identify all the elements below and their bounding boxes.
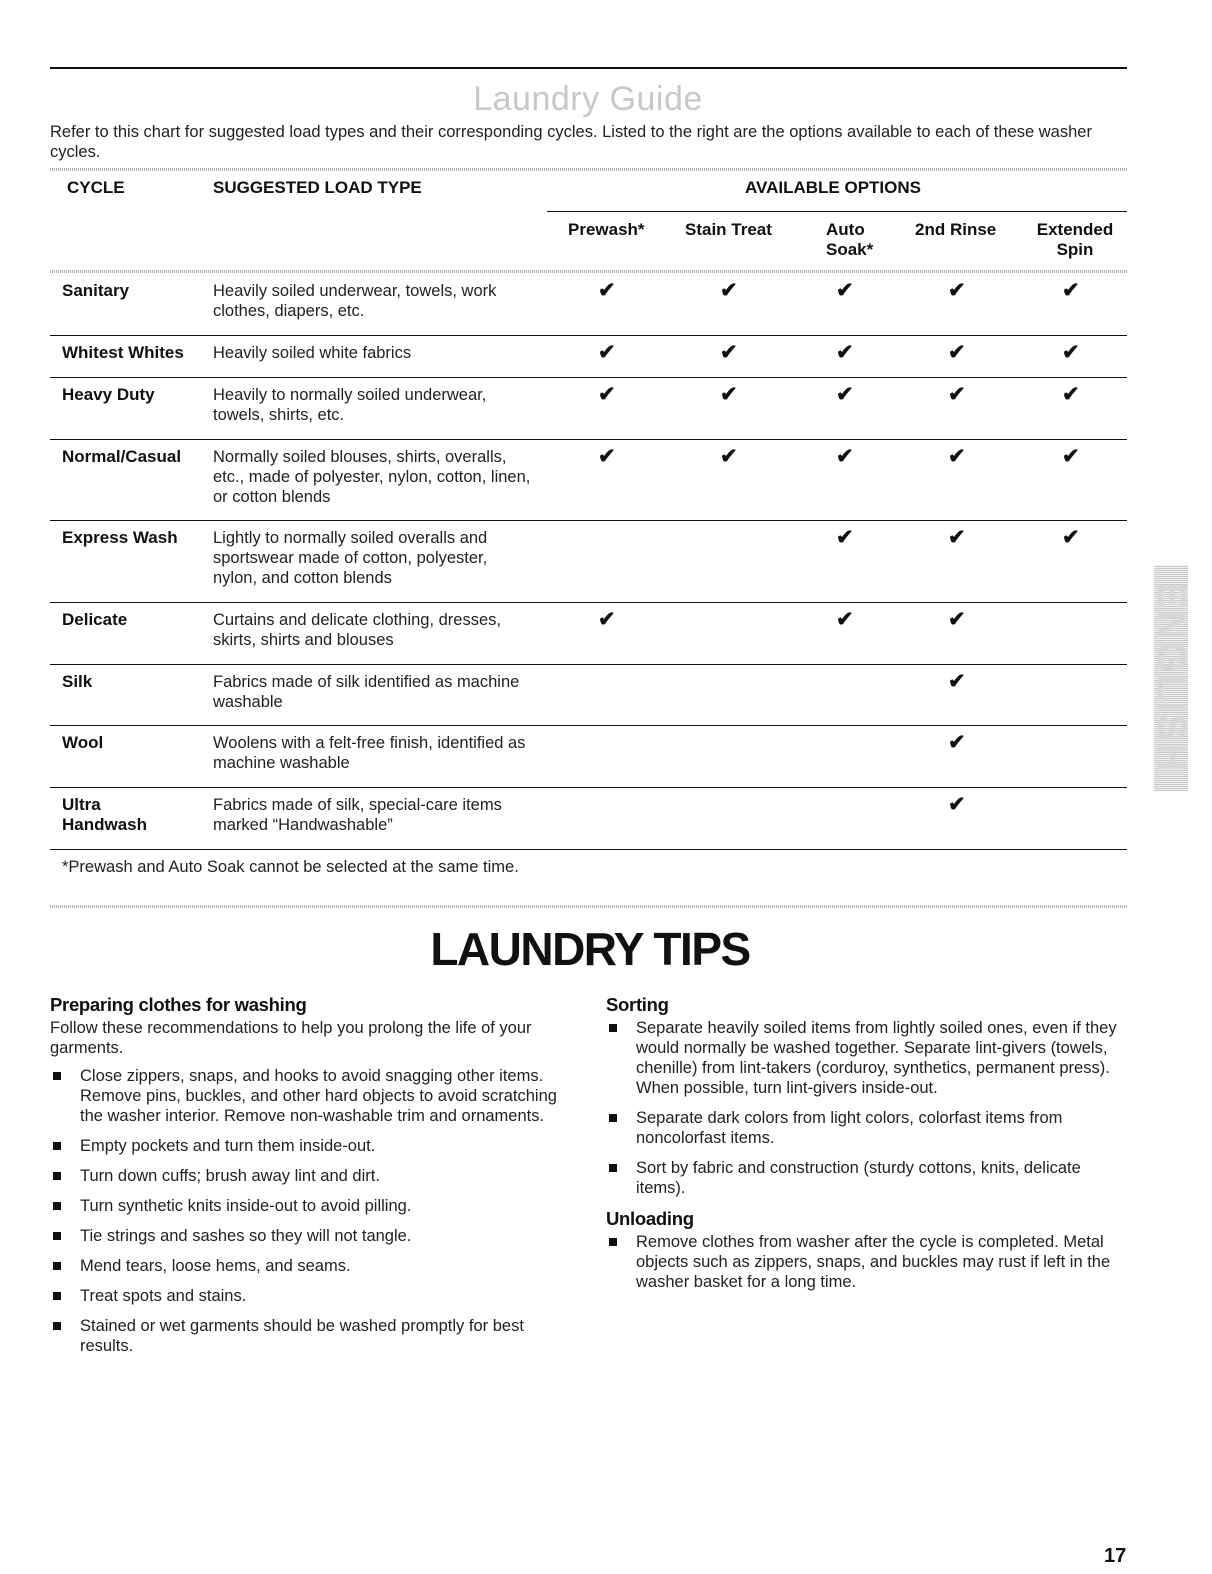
list-item xyxy=(606,1158,1126,1198)
laundry-guide-title: Laundry Guide xyxy=(473,80,703,118)
bullet-square-icon xyxy=(609,1238,617,1246)
check-mark-icon: ✔ xyxy=(836,608,854,631)
list-item-text: Mend tears, loose hems, and seams. xyxy=(80,1257,351,1275)
load-type: Heavily soiled white fabrics xyxy=(213,344,412,362)
page-number: 17 xyxy=(1104,1545,1127,1567)
check-mark-icon: ✔ xyxy=(1062,526,1080,549)
list-item xyxy=(50,1316,570,1356)
check-mark-icon: ✔ xyxy=(598,445,616,468)
row-divider xyxy=(50,377,1127,378)
list-item xyxy=(50,1136,570,1156)
bullet-square-icon xyxy=(53,1142,61,1150)
list-item-text: Sort by fabric and construction (sturdy cottons, knits, delicate items). xyxy=(636,1159,1081,1197)
load-type: Woolens with a felt-free finish, identified as machine washable xyxy=(213,734,526,772)
header-auto-soak-line2: Soak* xyxy=(826,240,874,259)
load-type: Heavily to normally soiled underwear, towels, shirts, etc. xyxy=(213,386,487,424)
cycle-name: Whitest Whites xyxy=(62,343,184,362)
cycle-name: Heavy Duty xyxy=(62,385,155,404)
dotted-divider xyxy=(50,270,1127,273)
cycle-name: Normal/Casual xyxy=(62,447,182,466)
check-mark-icon: ✔ xyxy=(720,445,738,468)
row-divider xyxy=(50,602,1127,603)
check-mark-icon: ✔ xyxy=(720,383,738,406)
check-mark-icon: ✔ xyxy=(948,526,966,549)
bullet-square-icon xyxy=(53,1072,61,1080)
guide-intro: Refer to this chart for suggested load types and their corresponding cycles. Listed to the right are the options available to each of these washer cycles. xyxy=(50,123,1092,161)
header-extended-spin-line2: Spin xyxy=(1056,240,1094,259)
options-header-rule xyxy=(547,211,1127,212)
list-item-text: Empty pockets and turn them inside-out. xyxy=(80,1137,376,1155)
load-type: Fabrics made of silk, special-care items marked “Handwashable” xyxy=(213,796,502,834)
list-item xyxy=(50,1066,570,1126)
footnote: *Prewash and Auto Soak cannot be selected at the same time. xyxy=(62,858,519,876)
list-item-text: Tie strings and sashes so they will not tangle. xyxy=(80,1227,412,1245)
preparing-intro: Follow these recommendations to help you prolong the life of your garments. xyxy=(50,1019,532,1057)
list-item xyxy=(50,1166,570,1186)
row-divider xyxy=(50,439,1127,440)
bullet-square-icon xyxy=(609,1024,617,1032)
dotted-divider xyxy=(50,168,1127,171)
check-mark-icon: ✔ xyxy=(1062,279,1080,302)
bullet-square-icon xyxy=(53,1202,61,1210)
list-item xyxy=(606,1232,1126,1292)
cycle-name: Sanitary xyxy=(62,281,130,300)
list-item xyxy=(606,1018,1126,1098)
bullet-square-icon xyxy=(53,1292,61,1300)
header-stain-treat: Stain Treat xyxy=(685,220,772,239)
load-type: Heavily soiled underwear, towels, work clothes, diapers, etc. xyxy=(213,282,497,320)
check-mark-icon: ✔ xyxy=(598,279,616,302)
check-mark-icon: ✔ xyxy=(1062,383,1080,406)
list-item-text: Separate dark colors from light colors, colorfast items from noncolorfast items. xyxy=(636,1109,1063,1147)
list-item-text: Separate heavily soiled items from lightly soiled ones, even if they would normally be washed together. Separate lint-givers (towels, chenille) from lint-takers (corduroy, synthetics, permanent press). When possible, turn lint-givers inside-out. xyxy=(636,1019,1117,1097)
cycle-name: Silk xyxy=(62,672,93,691)
check-mark-icon: ✔ xyxy=(948,608,966,631)
list-item xyxy=(606,1108,1126,1148)
list-item xyxy=(50,1286,570,1306)
check-mark-icon: ✔ xyxy=(836,383,854,406)
list-item-text: Turn synthetic knits inside-out to avoid pilling. xyxy=(80,1197,412,1215)
bullet-square-icon xyxy=(53,1322,61,1330)
row-divider xyxy=(50,664,1127,665)
check-mark-icon: ✔ xyxy=(948,731,966,754)
list-item-text: Stained or wet garments should be washed promptly for best results. xyxy=(80,1317,524,1355)
header-extended-spin-line1: Extended xyxy=(1036,220,1114,239)
header-auto-soak-line1: Auto xyxy=(826,220,865,239)
preparing-heading: Preparing clothes for washing xyxy=(50,994,307,1015)
check-mark-icon: ✔ xyxy=(598,341,616,364)
unloading-list xyxy=(606,1232,1126,1292)
load-type: Normally soiled blouses, shirts, overalls, etc., made of polyester, nylon, cotton, linen, or cotton blends xyxy=(213,448,531,506)
list-item xyxy=(50,1196,570,1216)
header-second-rinse: 2nd Rinse xyxy=(915,220,997,239)
sorting-unloading-section xyxy=(606,994,1126,1292)
row-divider xyxy=(50,849,1127,850)
row-divider xyxy=(50,787,1127,788)
check-mark-icon: ✔ xyxy=(1062,341,1080,364)
list-item-text: Turn down cuffs; brush away lint and dirt. xyxy=(80,1167,380,1185)
laundry-tips-title: LAUNDRY TIPS xyxy=(430,923,750,975)
load-type: Lightly to normally soiled overalls and sportswear made of cotton, polyester, nylon, and cotton blends xyxy=(213,529,488,587)
unloading-heading: Unloading xyxy=(606,1208,694,1229)
header-available-options: AVAILABLE OPTIONS xyxy=(745,178,921,197)
check-mark-icon: ✔ xyxy=(836,445,854,468)
header-prewash: Prewash* xyxy=(568,220,645,239)
check-mark-icon: ✔ xyxy=(720,279,738,302)
load-type: Curtains and delicate clothing, dresses, skirts, shirts and blouses xyxy=(213,611,501,649)
preparing-section xyxy=(50,994,570,1356)
top-rule xyxy=(50,67,1127,69)
check-mark-icon: ✔ xyxy=(598,608,616,631)
list-item-text: Remove clothes from washer after the cycle is completed. Metal objects such as zippers, snaps, and buckles may rust if left in the washer basket for a long time. xyxy=(636,1233,1111,1291)
check-mark-icon: ✔ xyxy=(598,383,616,406)
check-mark-icon: ✔ xyxy=(836,526,854,549)
list-item xyxy=(50,1226,570,1246)
list-item-text: Treat spots and stains. xyxy=(80,1287,247,1305)
bullet-square-icon xyxy=(609,1164,617,1172)
list-item-text: Close zippers, snaps, and hooks to avoid snagging other items. Remove pins, buckles, and other hard objects to avoid scratching the washer interior. Remove non-washable trim and ornaments. xyxy=(80,1067,557,1125)
check-mark-icon: ✔ xyxy=(720,341,738,364)
sorting-heading: Sorting xyxy=(606,994,669,1015)
cycle-name: Ultra Handwash xyxy=(62,795,148,834)
bullet-square-icon xyxy=(53,1232,61,1240)
header-cycle: CYCLE xyxy=(67,178,125,197)
row-divider xyxy=(50,335,1127,336)
check-mark-icon: ✔ xyxy=(948,341,966,364)
row-divider xyxy=(50,520,1127,521)
cycle-name: Express Wash xyxy=(62,528,178,547)
check-mark-icon: ✔ xyxy=(836,341,854,364)
dotted-divider xyxy=(50,905,1127,908)
language-side-tab-label: ENGLISH xyxy=(1149,582,1194,774)
header-auto-soak xyxy=(826,220,873,260)
check-mark-icon: ✔ xyxy=(948,793,966,816)
row-divider xyxy=(50,725,1127,726)
load-type: Fabrics made of silk identified as machine washable xyxy=(213,673,520,711)
check-mark-icon: ✔ xyxy=(1062,445,1080,468)
header-load-type: SUGGESTED LOAD TYPE xyxy=(213,178,422,197)
header-extended-spin xyxy=(1033,220,1117,260)
check-mark-icon: ✔ xyxy=(948,383,966,406)
sorting-list xyxy=(606,1018,1126,1198)
cycle-name: Delicate xyxy=(62,610,128,629)
preparing-list xyxy=(50,1066,570,1356)
bullet-square-icon xyxy=(53,1172,61,1180)
check-mark-icon: ✔ xyxy=(948,445,966,468)
check-mark-icon: ✔ xyxy=(948,670,966,693)
cycle-name: Wool xyxy=(62,733,104,752)
language-side-tab xyxy=(1149,565,1194,791)
list-item xyxy=(50,1256,570,1276)
check-mark-icon: ✔ xyxy=(948,279,966,302)
check-mark-icon: ✔ xyxy=(836,279,854,302)
bullet-square-icon xyxy=(609,1114,617,1122)
bullet-square-icon xyxy=(53,1262,61,1270)
